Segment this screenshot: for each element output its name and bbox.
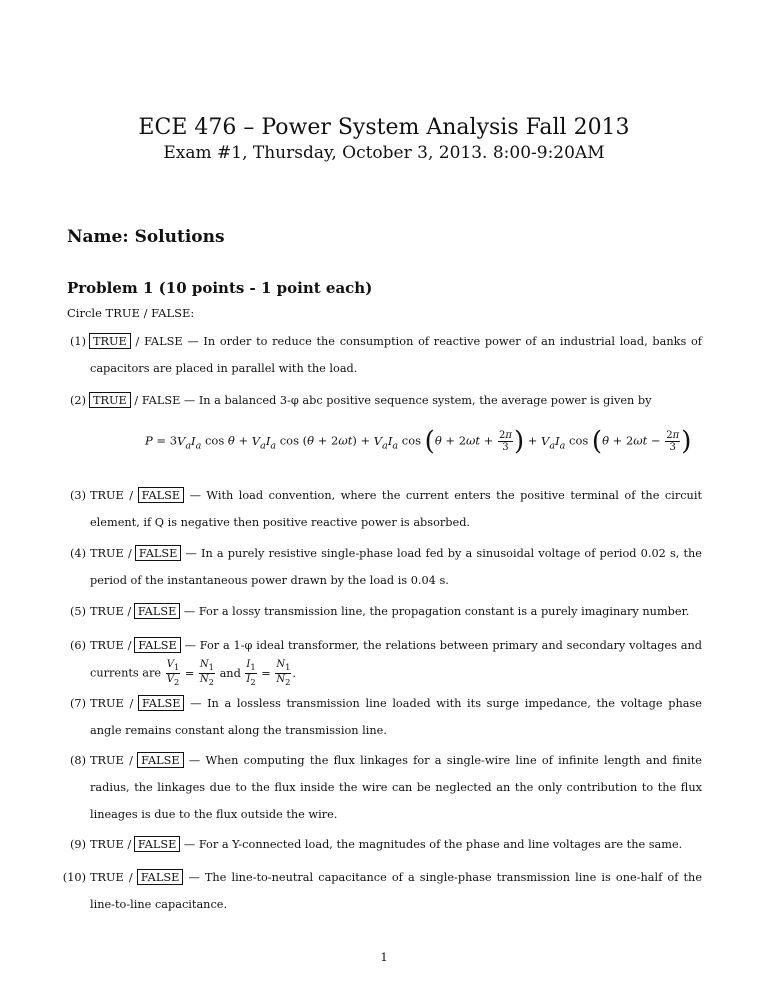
answer-true: TRUE — [90, 605, 124, 618]
question-number: (5) — [69, 605, 86, 618]
question-text: For a 1-φ ideal transformer, the relations between primary and secondary voltages and currents are — [90, 639, 702, 680]
answer-false-circled: FALSE — [135, 545, 182, 561]
question-number: (4) — [69, 547, 86, 560]
answer-true: TRUE — [90, 697, 124, 710]
question-number: (8) — [69, 754, 86, 767]
name-label: Name: — [67, 227, 129, 247]
question-text: In a purely resistive single-phase load fed by a sinusoidal voltage of period 0.02 s, the period of the instantaneous power drawn by the load is 0.04 s. — [90, 547, 702, 587]
problem-heading: Problem 1 (10 points - 1 point each) — [67, 279, 373, 297]
question-number: (2) — [69, 394, 86, 407]
transformer-relations: $\frac{V_1}{V_2}$ = $\frac{N_1}{N_2}$ and $\frac{I_1}{I_2}$ = $\frac{N_1}{N_2}$ . — [166, 659, 296, 687]
answer-false: FALSE — [141, 394, 181, 407]
question-number: (6) — [69, 639, 86, 652]
answer-false-circled: FALSE — [137, 752, 184, 768]
question-text: In a balanced 3-φ abc positive sequence system, the average power is given by — [198, 394, 652, 407]
page-number: 1 — [380, 950, 388, 964]
answer-false: FALSE — [144, 335, 183, 348]
question-text: In a lossless transmission line loaded with its surge impedance, the voltage phase angle remains constant along the transmission line. — [90, 697, 702, 737]
question-text: The line-to-neutral capacitance of a single-phase transmission line is one-half of the line-to-line capacitance. — [90, 871, 703, 911]
average-power-equation: $P = 3V_aI_a$ $\cos \theta + V_aI_a$ $\cos (\theta + 2\omega t) + V_aI_a$ cos (θ + 2ωt + $\frac{2\pi}{3}$ ) + $V_aI_a$ cos (θ + 2ωt − $\frac{2\pi}{3}$ ) — [145, 426, 692, 457]
answer-true-circled: TRUE — [89, 333, 131, 349]
question-text: For a lossy transmission line, the propagation constant is a purely imaginary number. — [198, 605, 690, 618]
exam-title: ECE 476 – Power System Analysis Fall 2013 — [138, 115, 630, 140]
answer-true: TRUE — [90, 547, 124, 560]
question-number: (9) — [69, 838, 86, 851]
exam-subtitle: Exam #1, Thursday, October 3, 2013. 8:00-9:20AM — [163, 143, 605, 163]
question-number: (7) — [69, 697, 86, 710]
answer-false-circled: FALSE — [134, 603, 181, 619]
name-value: Solutions — [134, 227, 225, 247]
answer-true: TRUE — [90, 639, 124, 652]
answer-true: TRUE — [90, 754, 124, 767]
answer-false-circled: FALSE — [134, 637, 181, 653]
name-line — [67, 227, 225, 247]
question-number: (1) — [69, 335, 86, 348]
answer-false-circled: FALSE — [138, 695, 185, 711]
question-text: In order to reduce the consumption of reactive power of an industrial load, banks of capacitors are placed in parallel with the load. — [90, 335, 702, 375]
question-text: With load convention, where the current enters the positive terminal of the circuit element, if Q is negative then positive reactive power is absorbed. — [90, 489, 702, 529]
question-text: When computing the flux linkages for a single-wire line of infinite length and finite radius, the linkages due to the flux inside the wire can be neglected an the only contribution to the flux lineages is due to the flux outside the wire. — [90, 754, 702, 821]
answer-false-circled: FALSE — [138, 487, 185, 503]
answer-true-circled: TRUE — [89, 392, 131, 408]
answer-false-circled: FALSE — [137, 869, 184, 885]
answer-true: TRUE — [90, 871, 124, 884]
answer-true: TRUE — [90, 489, 124, 502]
instruction-text: Circle TRUE / FALSE: — [67, 306, 195, 320]
question-number: (10) — [62, 871, 86, 884]
question-number: (3) — [69, 489, 86, 502]
answer-false-circled: FALSE — [134, 836, 181, 852]
answer-true: TRUE — [90, 838, 124, 851]
question-text: For a Y-connected load, the magnitudes of the phase and line voltages are the same. — [198, 838, 683, 851]
